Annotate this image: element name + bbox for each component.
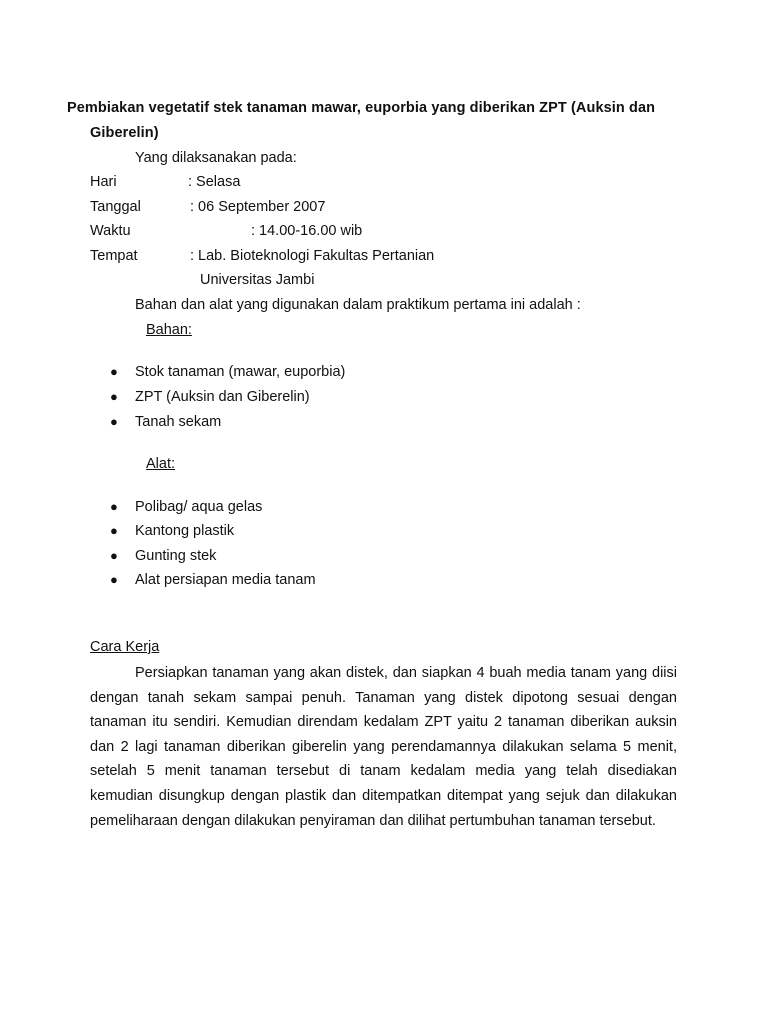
hari-value: : Selasa [188,174,241,190]
list-item [110,570,316,590]
list-item [110,546,216,566]
intro-text: Yang dilaksanakan pada: [135,150,297,166]
alat-item-text: Kantong plastik [135,523,235,539]
list-item [110,387,310,407]
bahan-item-text: ZPT (Auksin dan Giberelin) [135,389,310,405]
alat-item-text: Alat persiapan media tanam [135,572,316,588]
tempat-value-line2: Universitas Jambi [200,272,315,288]
bullet-icon: ● [110,414,118,429]
list-item [110,497,262,517]
waktu-value: : 14.00-16.00 wib [251,223,363,239]
materials-intro: Bahan dan alat yang digunakan dalam praktikum pertama ini adalah : [135,297,581,313]
hari-label: Hari [90,174,117,190]
document-title-line1: Pembiakan vegetatif stek tanaman mawar, euporbia yang diberikan ZPT (Auksin dan [67,100,656,116]
alat-heading: Alat: [146,456,176,472]
list-item [110,412,221,432]
bullet-icon: ● [110,499,118,514]
cara-kerja-heading: Cara Kerja [90,639,160,655]
bullet-icon: ● [110,548,118,563]
tempat-value: : Lab. Bioteknologi Fakultas Pertanian [190,248,435,264]
bahan-heading: Bahan: [146,322,192,338]
bullet-icon: ● [110,572,118,587]
bahan-item-text: Tanah sekam [135,414,222,430]
tanggal-value: : 06 September 2007 [190,199,326,215]
bahan-item-text: Stok tanaman (mawar, euporbia) [135,364,346,380]
list-item [110,521,234,541]
tanggal-label: Tanggal [90,199,141,215]
cara-kerja-paragraph: Persiapkan tanaman yang akan distek, dan siapkan 4 buah media tanam yang diisi dengan tanah sekam sampai penuh. Tanaman yang distek dipotong sesuai dengan tanaman itu sendiri. Kemudian direndam kedalam ZPT yaitu 2 tanaman diberikan auksin dan 2 lagi tanaman diberikan giberelin yang perendamannya dilakukan selama 5 menit, setelah 5 menit tanaman tersebut di tanam kedalam media yang telah disediakan kemudian disungkup dengan plastik dan ditempatkan ditempat yang sejuk dan dilakukan pemeliharaan dengan dilakukan penyiraman dan dilihat pertumbuhan tanaman tersebut. [90,665,677,829]
bullet-icon: ● [110,364,118,379]
document-title-line2: Giberelin) [90,125,159,141]
waktu-label: Waktu [90,223,131,239]
tempat-label: Tempat [90,248,138,264]
bullet-icon: ● [110,389,118,404]
alat-item-text: Polibag/ aqua gelas [135,499,263,515]
bullet-icon: ● [110,523,118,538]
list-item [110,362,345,382]
alat-item-text: Gunting stek [135,548,217,564]
